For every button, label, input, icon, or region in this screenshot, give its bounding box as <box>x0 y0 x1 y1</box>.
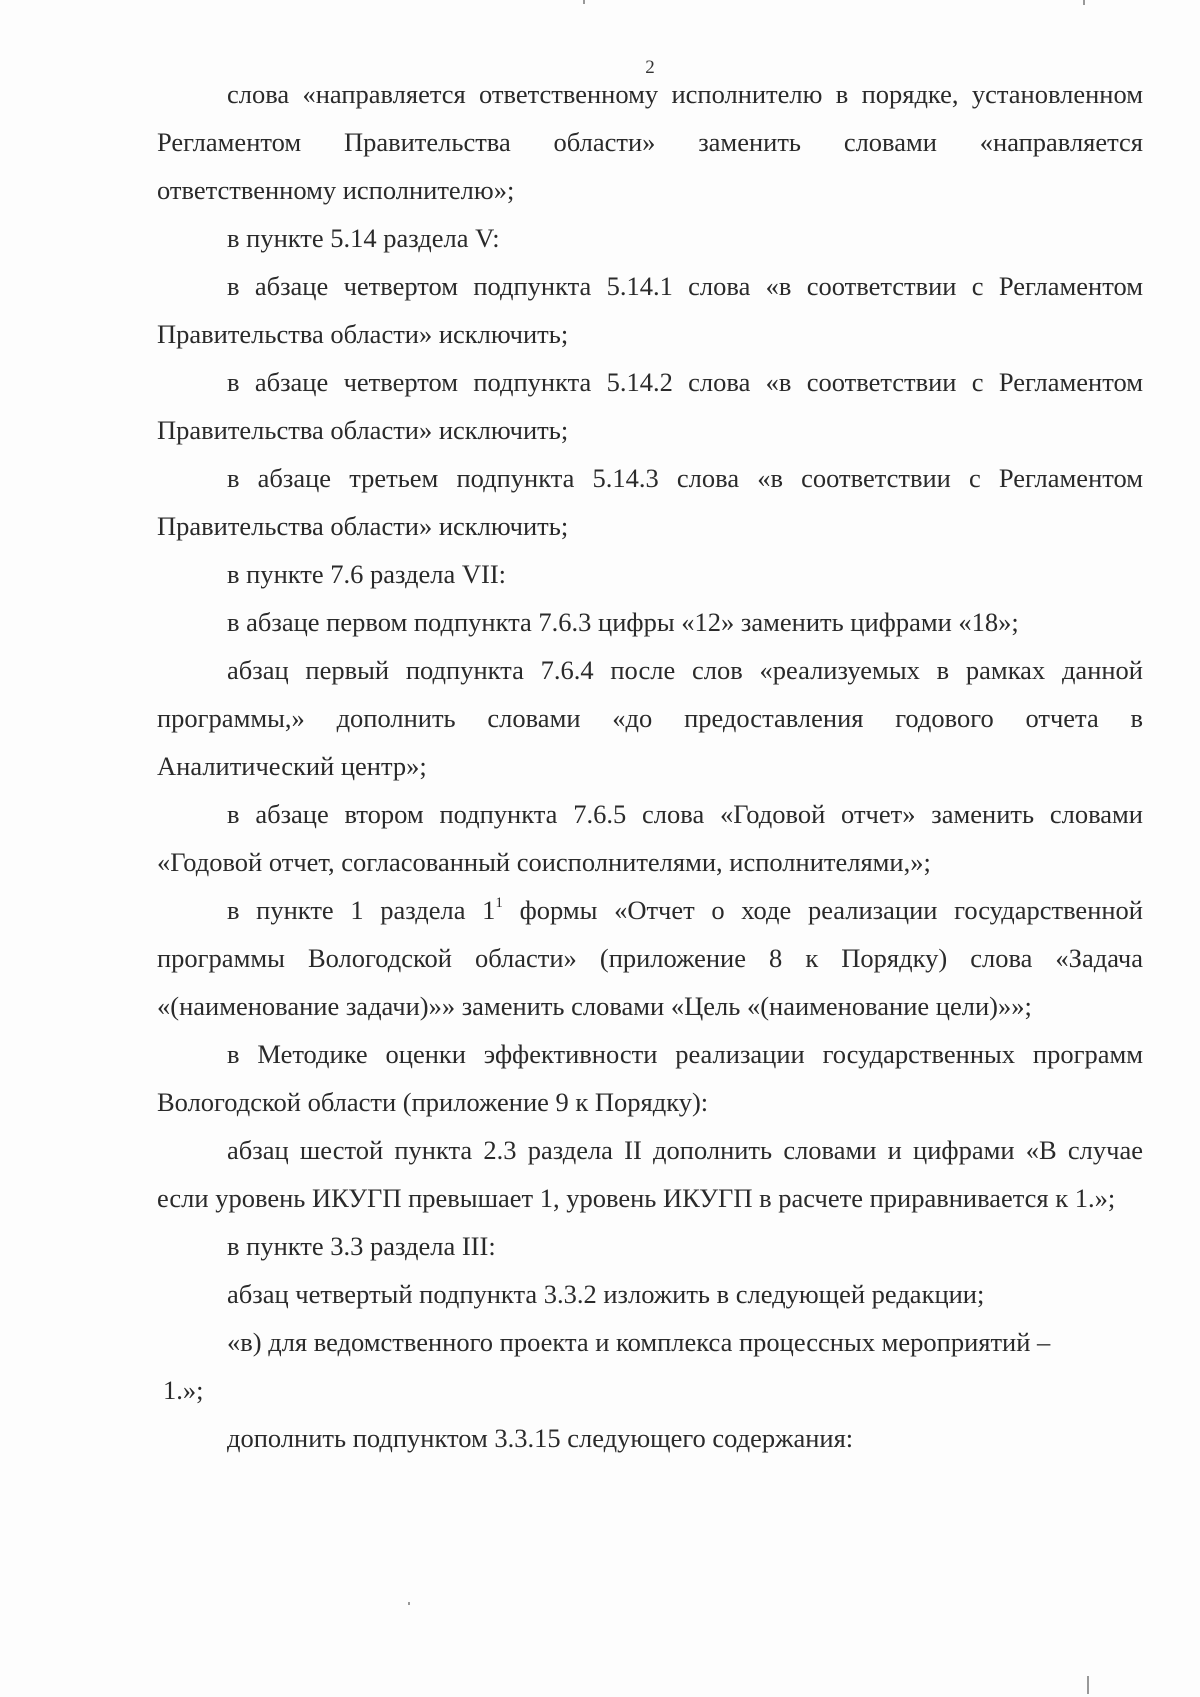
paragraph-17: дополнить подпунктом 3.3.15 следующего содержания: <box>227 1423 854 1453</box>
paragraph-11: в Методике оценки эффективности реализации государственных программ Вологодской области (приложение 9 к Порядку): <box>157 1039 1143 1117</box>
scan-mark-bottom <box>408 1602 410 1605</box>
paragraph-4: в абзаце четвертом подпункта 5.14.2 слова «в соответствии с Регламентом Правительства области» исключить; <box>157 367 1143 445</box>
superscript-number: 1 <box>495 895 503 911</box>
paragraph-12: абзац шестой пункта 2.3 раздела II дополнить словами и цифрами «В случае если уровень ИКУГП превышает 1, уровень ИКУГП в расчете приравнивается к 1.»; <box>157 1135 1143 1213</box>
paragraph-2: в пункте 5.14 раздела V: <box>227 223 500 253</box>
paragraph-16: 1.»; <box>163 1375 204 1405</box>
paragraph-13: в пункте 3.3 раздела III: <box>227 1231 496 1261</box>
page-number: 2 <box>645 57 655 78</box>
paragraph-7: в абзаце первом подпункта 7.6.3 цифры «12» заменить цифрами «18»; <box>227 607 1019 637</box>
paragraph-15: «в) для ведомственного проекта и комплекса процессных мероприятий – <box>227 1327 1051 1357</box>
paragraph-3: в абзаце четвертом подпункта 5.14.1 слова «в соответствии с Регламентом Правительства области» исключить; <box>157 271 1143 349</box>
scan-mark-top <box>583 0 585 4</box>
paragraph-1: слова «направляется ответственному исполнителю в порядке, установленном Регламентом Правительства области» заменить словами «направляется ответственному исполнителю»; <box>157 79 1143 205</box>
document-body <box>157 70 1143 1462</box>
paragraph-10 <box>157 886 1143 1030</box>
paragraph-14: абзац четвертый подпункта 3.3.2 изложить в следующей редакции; <box>227 1279 985 1309</box>
paragraph-8: абзац первый подпункта 7.6.4 после слов «реализуемых в рамках данной программы,» дополнить словами «до предоставления годового отчета в Аналитический центр»; <box>157 655 1143 781</box>
paragraph-10-start: в пункте 1 раздела 1 <box>227 895 496 925</box>
scan-mark-bottom-right <box>1087 1676 1089 1694</box>
paragraph-5: в абзаце третьем подпункта 5.14.3 слова «в соответствии с Регламентом Правительства области» исключить; <box>157 463 1143 541</box>
paragraph-9: в абзаце втором подпункта 7.6.5 слова «Годовой отчет» заменить словами «Годовой отчет, согласованный соисполнителями, исполнителями,»; <box>157 799 1143 877</box>
paragraph-6: в пункте 7.6 раздела VII: <box>227 559 507 589</box>
scan-mark-top-right <box>1083 0 1085 5</box>
paragraph-10-end: формы «Отчет о ходе реализации государственной программы Вологодской области» (приложение 8 к Порядку) слова «Задача «(наименование задачи)»» заменить словами «Цель «(наименование цели)»»; <box>157 895 1143 1021</box>
